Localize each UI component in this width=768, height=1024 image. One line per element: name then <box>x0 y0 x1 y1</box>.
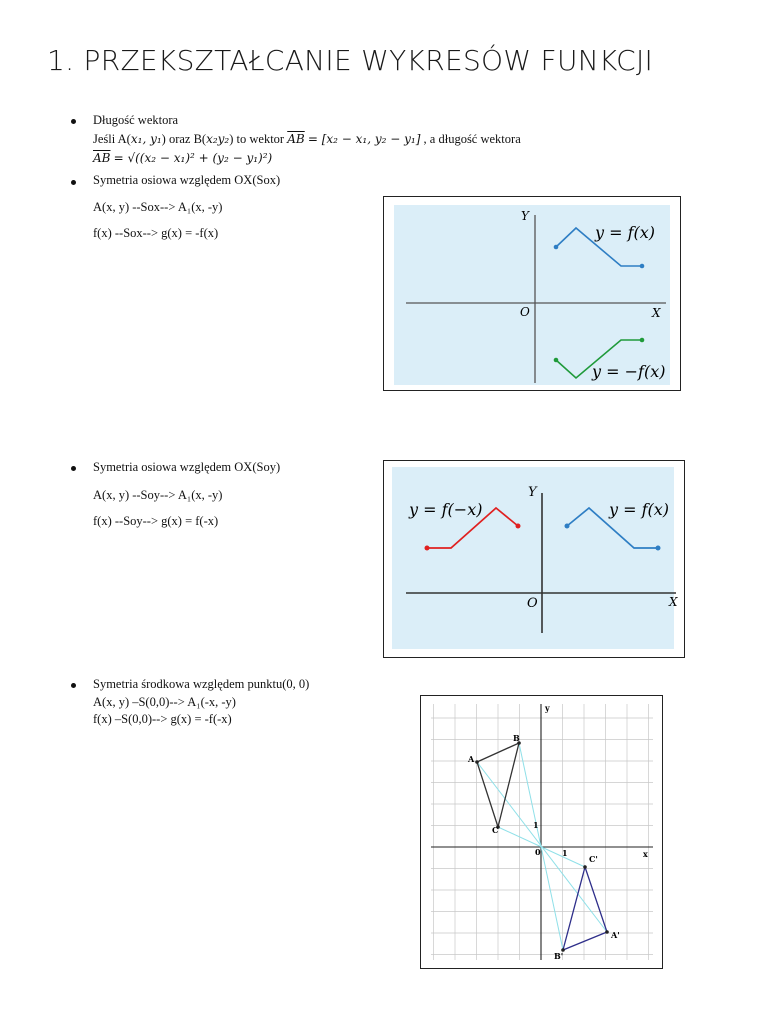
graph-f-neg-x-end-point <box>425 546 430 551</box>
section3-rule1: A(x, y) --Soy--> A₁(x, -y) <box>93 488 223 502</box>
axis-y-label: Y <box>528 485 537 500</box>
graph-f-end-point <box>640 264 645 269</box>
length-formula: = √((x₂ − x₁)² + (y₂ − y₁)²) <box>113 151 273 165</box>
tick-one-x: 1 <box>562 848 568 858</box>
vector-label: $\overline{AB}$ <box>287 132 305 146</box>
line1-to: ) to wektor <box>229 132 288 146</box>
label-f-neg-x: y = f(−x) <box>409 500 483 519</box>
vector-formula: = [x₂ − x₁, y₂ − y₁] <box>307 132 421 146</box>
section3-rule2: f(x) --Soy--> g(x) = f(-x) <box>93 514 219 528</box>
axis-x-label: X <box>669 595 678 609</box>
graph-f-end-point <box>656 546 661 551</box>
point-c-prime-label: C' <box>589 854 598 864</box>
section1-heading: Długość wektora <box>93 113 179 127</box>
origin-label: 0 <box>535 847 541 857</box>
figure-ox-symmetry <box>383 196 681 391</box>
line1-pre: Jeśli A( <box>93 132 131 146</box>
origin-label: O <box>520 305 530 319</box>
graph-neg-f-start-point <box>554 358 559 363</box>
axis-x-label: X <box>652 306 661 320</box>
tick-one-y: 1 <box>533 820 539 830</box>
section3-heading: Symetria osiowa względem OX(Soy) <box>93 460 281 474</box>
vector-label-2: $\overline{AB}$ <box>93 151 111 165</box>
section2-rule1: A(x, y) --Sox--> A₁(x, -y) <box>93 200 223 214</box>
axis-x-label: x <box>643 849 648 859</box>
graph-f-neg-x-start-point <box>516 524 521 529</box>
triangle-abc-prime <box>563 867 607 950</box>
grid <box>431 704 653 960</box>
point-b-label: B <box>513 733 520 743</box>
section2-heading: Symetria osiowa względem OX(Sox) <box>93 173 281 187</box>
graph-neg-f-end-point <box>640 338 645 343</box>
point-c-label: C <box>492 825 499 835</box>
central-symmetry-graph <box>421 696 662 968</box>
oy-graph <box>384 461 684 657</box>
origin-label: O <box>527 596 538 611</box>
section1-line1 <box>93 132 521 147</box>
point-a-label: A <box>468 754 475 764</box>
figure-oy-symmetry <box>383 460 685 658</box>
point-a-coords: x₁, y₁ <box>130 132 162 146</box>
bullet <box>71 466 76 471</box>
page-title: 1. PRZEKSZTAŁCANIE WYKRESÓW FUNKCJI <box>47 44 654 77</box>
graph-f-start-point <box>554 245 559 250</box>
ox-graph <box>384 197 680 390</box>
point-b-prime-label: B' <box>554 951 564 961</box>
bullet <box>71 119 76 124</box>
section1-line2 <box>93 151 272 166</box>
section4-rule2: f(x) –S(0,0)--> g(x) = -f(-x) <box>93 712 232 726</box>
line1-mid: ) oraz B( <box>161 132 207 146</box>
point-a-prime-label: A' <box>611 930 620 940</box>
bullet <box>71 683 76 688</box>
label-f: y = f(x) <box>595 223 656 242</box>
bullet <box>71 180 76 185</box>
line1-post: , a długość wektora <box>423 132 521 146</box>
axis-y-label: y <box>545 703 550 713</box>
label-neg-f: y = −f(x) <box>592 362 666 381</box>
section4-heading: Symetria środkowa względem punktu(0, 0) <box>93 677 310 691</box>
point-b-coords: x₂y₂ <box>206 132 230 146</box>
graph-f-start-point <box>565 524 570 529</box>
figure-central-symmetry <box>420 695 663 969</box>
section4-rule1: A(x, y) –S(0,0)--> A₁(-x, -y) <box>93 695 236 709</box>
axis-y-label: Y <box>521 209 529 223</box>
label-f: y = f(x) <box>609 500 670 519</box>
section2-rule2: f(x) --Sox--> g(x) = -f(x) <box>93 226 219 240</box>
